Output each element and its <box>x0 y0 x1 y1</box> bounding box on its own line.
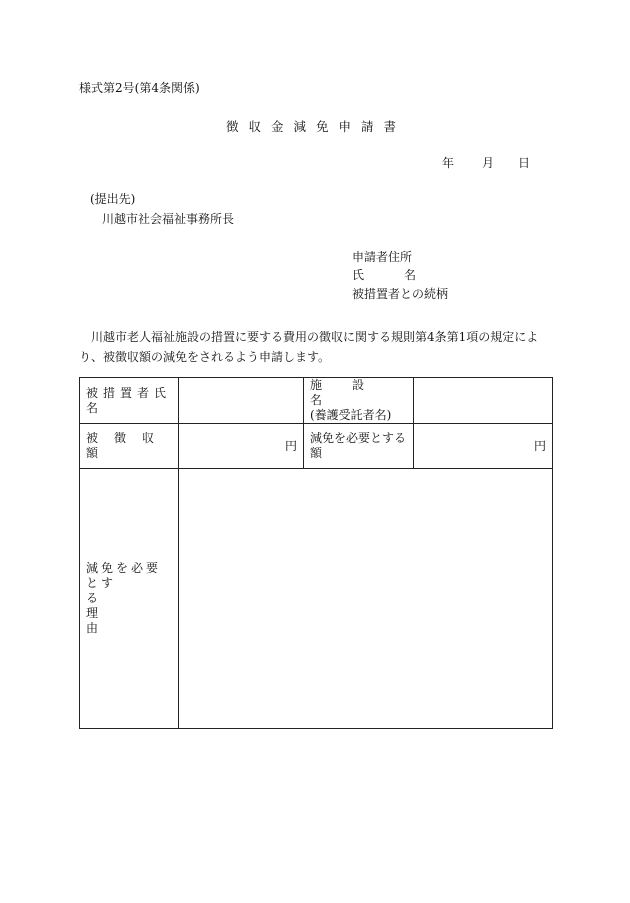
yen-unit: 円 <box>284 438 297 453</box>
table-row <box>80 424 553 469</box>
reason-label-line1: 減免を必要とす <box>86 561 162 590</box>
date-month-label: 月 <box>482 156 495 170</box>
collected-amount-label <box>80 424 179 469</box>
yen-unit: 円 <box>533 438 546 453</box>
person-name-label <box>80 378 179 424</box>
recipient-name: 川越市社会福祉事務所長 <box>102 212 235 226</box>
date-day-label: 日 <box>518 156 531 170</box>
date-line <box>442 155 530 171</box>
person-name-label-text: 被措置者氏名 <box>86 385 172 415</box>
application-table <box>79 377 553 729</box>
person-name-field[interactable] <box>179 378 304 424</box>
needed-reduction-field[interactable] <box>414 424 553 469</box>
form-number: 様式第2号(第4条関係) <box>79 81 200 95</box>
applicant-relation-label: 被措置者との続柄 <box>352 287 449 301</box>
applicant-name-label-first: 氏 <box>352 268 365 282</box>
needed-reduction-label: 減免を必要とする額 <box>304 424 414 469</box>
applicant-name-label <box>352 267 416 283</box>
facility-label <box>304 378 414 424</box>
recipient-label: (提出先) <box>90 192 136 206</box>
reason-label <box>80 469 179 729</box>
table-row <box>80 378 553 424</box>
reason-field[interactable] <box>179 469 553 729</box>
facility-name-field[interactable] <box>414 378 553 424</box>
document-title: 徴収金減免申請書 <box>226 119 407 134</box>
applicant-address-label: 申請者住所 <box>352 250 413 264</box>
facility-label-line2: (養護受託者名) <box>310 408 392 422</box>
reason-label-line2: る 理 由 <box>86 591 123 635</box>
collected-amount-field[interactable] <box>179 424 304 469</box>
collected-amount-label-text: 被徴収額 <box>86 431 171 460</box>
application-statement: 川越市老人福祉施設の措置に要する費用の徴収に関する規則第4条第1項の規定により、被徴収額の減免をされるよう申請します。 <box>79 330 539 364</box>
facility-label-line1: 施設名 <box>310 378 395 407</box>
applicant-name-label-second: 名 <box>404 268 417 282</box>
date-year-label: 年 <box>442 156 455 170</box>
table-row <box>80 469 553 729</box>
